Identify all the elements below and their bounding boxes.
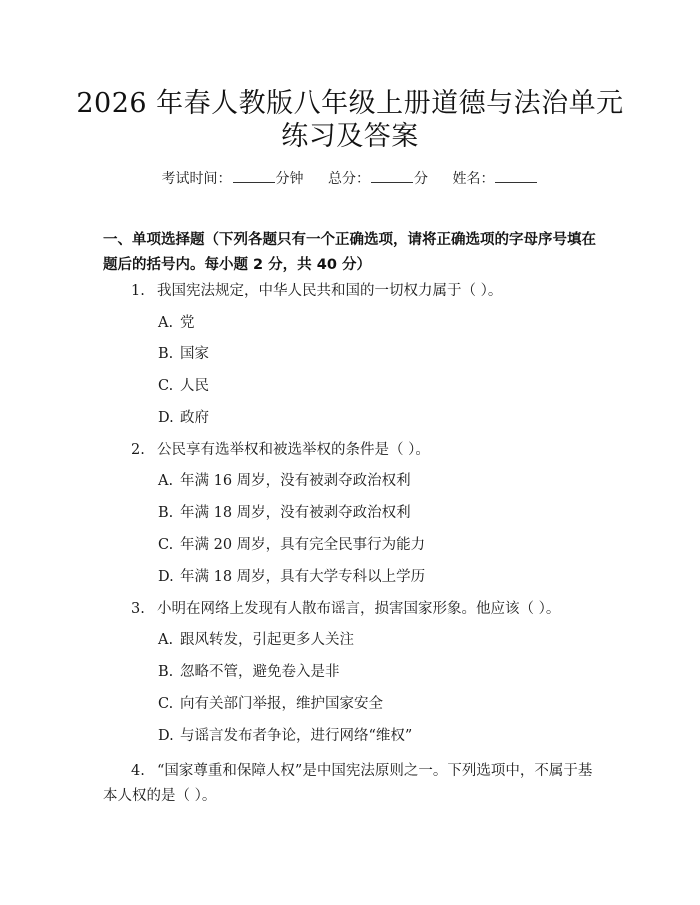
option-letter: D.: [158, 410, 174, 426]
question-3: [131, 598, 601, 620]
document-title-line2: 练习及答案: [281, 121, 419, 152]
option-text: 国家: [180, 346, 209, 362]
total-score-unit: 分: [414, 171, 428, 187]
question-number: 3.: [131, 601, 145, 617]
option-1b: [158, 343, 209, 365]
question-text: 公民享有选举权和被选举权的条件是（ ）。: [157, 442, 430, 458]
section-heading: 一、单项选择题（下列各题只有一个正确选项，请将正确选项的字母序号填在题后的括号内。每小题 2 分，共 40 分）: [103, 232, 596, 273]
option-1d: [158, 407, 209, 429]
option-letter: B.: [158, 346, 174, 362]
exam-time: [162, 168, 304, 189]
option-text: 党: [180, 315, 195, 331]
option-letter: B.: [158, 505, 174, 521]
option-text: 忽略不管，避免卷入是非: [180, 664, 340, 680]
question-number: 1.: [131, 283, 145, 299]
total-score-blank: [371, 168, 413, 183]
option-letter: A.: [158, 632, 174, 648]
option-text: 向有关部门举报，维护国家安全: [180, 696, 383, 712]
question-text: 小明在网络上发现有人散布谣言，损害国家形象。他应该（ ）。: [157, 601, 561, 617]
option-text: 政府: [180, 410, 209, 426]
document-title-line1: 2026 年春人教版八年级上册道德与法治单元: [76, 88, 624, 119]
option-text: 人民: [180, 378, 209, 394]
option-letter: D.: [158, 728, 174, 744]
option-2d: [158, 566, 425, 588]
option-letter: C.: [158, 696, 174, 712]
student-name-blank: [495, 168, 537, 183]
option-text: 与谣言发布者争论，进行网络“维权”: [180, 728, 413, 744]
option-letter: D.: [158, 569, 174, 585]
option-text: 跟风转发，引起更多人关注: [180, 632, 354, 648]
option-text: 年满 18 周岁，具有大学专科以上学历: [180, 569, 426, 585]
option-letter: B.: [158, 664, 174, 680]
option-3c: [158, 693, 383, 715]
exam-time-label: 考试时间：: [161, 171, 232, 187]
option-2c: [158, 534, 425, 556]
total-score-label: 总分：: [328, 171, 370, 187]
option-2a: [158, 470, 411, 492]
question-number: 4.: [131, 763, 145, 779]
question-4: [103, 759, 603, 809]
option-text: 年满 18 周岁，没有被剥夺政治权利: [180, 505, 411, 521]
option-letter: A.: [158, 473, 174, 489]
question-number: 2.: [131, 442, 145, 458]
question-text: 我国宪法规定，中华人民共和国的一切权力属于（ ）。: [157, 283, 503, 299]
question-1: [131, 280, 601, 302]
option-3b: [158, 661, 340, 683]
question-2: [131, 439, 601, 461]
option-letter: A.: [158, 315, 174, 331]
student-name: [452, 168, 538, 189]
question-text: “国家尊重和保障人权”是中国宪法原则之一。下列选项中，不属于基本人权的是（ ）。: [103, 763, 593, 804]
student-name-label: 姓名：: [452, 171, 495, 187]
option-letter: C.: [158, 537, 174, 553]
option-letter: C.: [158, 378, 174, 394]
option-2b: [158, 502, 411, 524]
option-3d: [158, 725, 412, 747]
exam-time-unit: 分钟: [275, 171, 304, 187]
total-score: [328, 168, 428, 189]
exam-time-blank: [233, 168, 275, 183]
option-1a: [158, 312, 195, 334]
exam-info: [0, 168, 700, 189]
option-1c: [158, 375, 209, 397]
option-3a: [158, 629, 354, 651]
option-text: 年满 16 周岁，没有被剥夺政治权利: [180, 473, 411, 489]
option-text: 年满 20 周岁，具有完全民事行为能力: [180, 537, 426, 553]
